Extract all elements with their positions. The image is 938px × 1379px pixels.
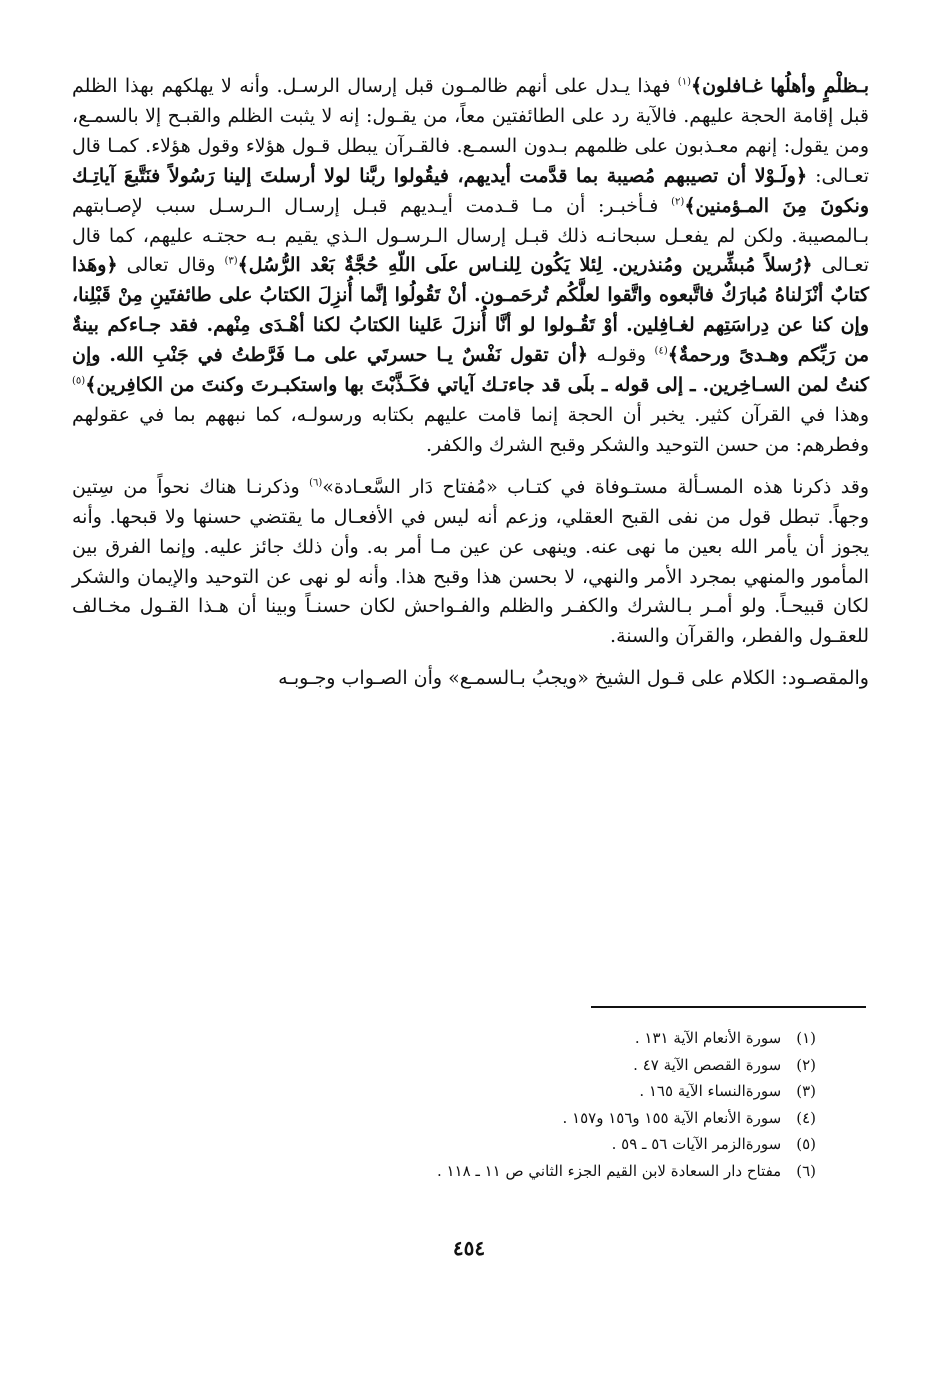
footnote-separator [591,1006,866,1008]
footnote-item [256,1052,816,1079]
footnote-item [256,1078,816,1105]
footnote-number: (٢) [796,1055,816,1074]
page-number: ٤٥٤ [452,1236,486,1260]
body-text: وقولـه [588,344,655,367]
quran-quote: بـظلْمٍ وأهلُها غـافلون﴾ [690,75,869,97]
footnote-reference: (٥) [72,375,86,387]
footnote-item [256,1131,816,1158]
footnote-reference: (٣) [224,256,238,268]
footnote-text: سورة القصص الآية ٤٧ . [633,1055,782,1074]
footnote-reference: (٤) [654,345,668,357]
paragraph-2 [72,473,869,652]
footnote-number: (٦) [796,1161,816,1180]
quran-quote: ﴿أن تقول نَفْسٌ يـا حسرتَي على مـا فَرَّطتُ في جَنْبِ الله. وإن كنتُ لمن السـاخِرين. ـ إلى قوله ـ بلَى قد جاءتـك آياتي فكَـذَّبْتَ بها واستكبـرتَ وكنتَ من الكافِرين﴾ [72,344,869,397]
footnote-item [256,1158,816,1185]
quran-quote: ﴿رُسلاً مُبشِّرين ومُنذرين. لِئلا يَكُون لِلنـاس علَى اللّهِ حُجَّةٌ بَعْد الرُّسُل﴾ [237,254,813,277]
body-text: وقد ذكرنا هذه المسـألة مستـوفاة في كتـاب «مُفتاح دَار السَّعـادة» [322,475,869,498]
footnotes-list [256,1025,816,1184]
footnote-number: (٣) [796,1082,816,1100]
footnote-reference: (٢) [671,196,685,208]
footnote-number: (٥) [796,1135,816,1153]
body-text: وذكرنـا هناك نحواً من سِتين وجهاً. تبطل قول من نفى القبح العقلي، وزعم أنه ليس في الأفعـال ما يقتضي حسنها ولا قبحها. وأنه يجوز أن يأمر الله بعين ما نهى عنه. وينهى عن عين مـا أمر به. وأن ذلك جائز عليه. وإنما الفرق بين المأمور والمنهي بمجرد الأمر والنهي، لا بحسن هذا وقبح هذا. وأنه لو نهى عن التوحيد والإيمان والشكر لكان قبيحـاً. ولو أمـر بـالشرك والكفـر والظلم والفـواحش لكان حسنـاً وبينا أن هـذا القـول مخـالف للعقـول والفطر، والقرآن والسنة. [72,475,869,648]
footnote-item [256,1105,816,1132]
body-text: والمقصـود: الكلام على قـول الشيخ «ويجبُ بـالسمـع» وأن الصـواب وجـوبـه [278,667,869,690]
footnote-text: سورة الأنعام الآية ١٣١ . [634,1029,782,1047]
footnote-text: مفتاح دار السعادة لابن القيم الجزء الثاني ص ١١ ـ ١١٨ . [436,1161,782,1180]
footnote-number: (٤) [796,1108,816,1127]
body-text: فـأخبـر: أن مـا قـدمت أيـديهم قبـل إرسـال الـرسـل سبب لإصـابتهم بـالمصيبة. ولكن لم يفعـل سبحانـه ذلك قبـل إرسال الـرسـول الـذي يقيم بـه حجتـه عليهم، كما قال تعـالى [72,194,869,277]
footnote-text: سورةالزمر الآيات ٥٦ ـ ٥٩ . [611,1135,782,1153]
paragraph-3 [72,664,869,694]
body-text: وقال تعالى [117,254,225,277]
footnote-text: سورة الأنعام الآية ١٥٥ و١٥٦ و١٥٧ . [562,1108,782,1127]
body-text: فهذا يـدل على أنهم ظالمـون قبل إرسال الرسـل. وأنه لا يهلكهم بهذا الظلم قبل إقامة الحجة عليهم. فالآية رد على الطائفتين معاً، من يقـول: إنه لا يثبت الظلم والقبـح إلا بالسمـع، ومن يقول: إنهم معـذبون على ظلمهم بـدون السمـع. فالقـرآن يبطل قـول هؤلاء وقول هؤلاء. كمـا قال تعـالى: [72,75,869,187]
footnote-text: سورةالنساء الآية ١٦٥ . [639,1082,782,1100]
page-body [72,72,869,694]
paragraph-1 [72,72,869,461]
quran-quote: ﴿ولَـوْلا أن تصيبهم مُصيبة بما قدَّمت أيديهم، فيقُولوا ربَّنا لولا أرسلتَ إلينا رَسُولاً فنَتَّبعَ آياتِـك ونكونَ مِنَ المـؤمنين﴾ [72,164,869,217]
footnote-item [256,1025,816,1052]
footnote-reference: (٦) [309,477,323,489]
footnote-reference: (١) [677,76,691,88]
footnote-number: (١) [796,1029,816,1047]
quran-quote: ﴿وهَذا كتابٌ أنْزَلناهُ مُبارَكٌ فاتَّبعوه واتَّقوا لعلَّكُم تُرحَمـون. أنْ تَقُولُوا إنَّما أُنزِلَ الكتابُ على طائفتَينِ مِنْ قَبْلِنا، وإن كنا عن دِراسَتِهم لغـافِلين. أوْ تَقُـولوا لو أنَّا أُنزلَ عَلينا الكتابُ لكنا أهْـدَى مِنْهم. فقد جـاءكم بينةٌ من رَبِّكم وهـدىً ورحمةٌ﴾ [72,254,869,367]
body-text: وهذا في القرآن كثير. يخبر أن الحجة إنما قامت عليهم بكتابه ورسولـه، كما نبههم بما في عقولهم وفطرهم: من حسن التوحيد والشكر وقبح الشرك والكفر. [72,403,869,456]
